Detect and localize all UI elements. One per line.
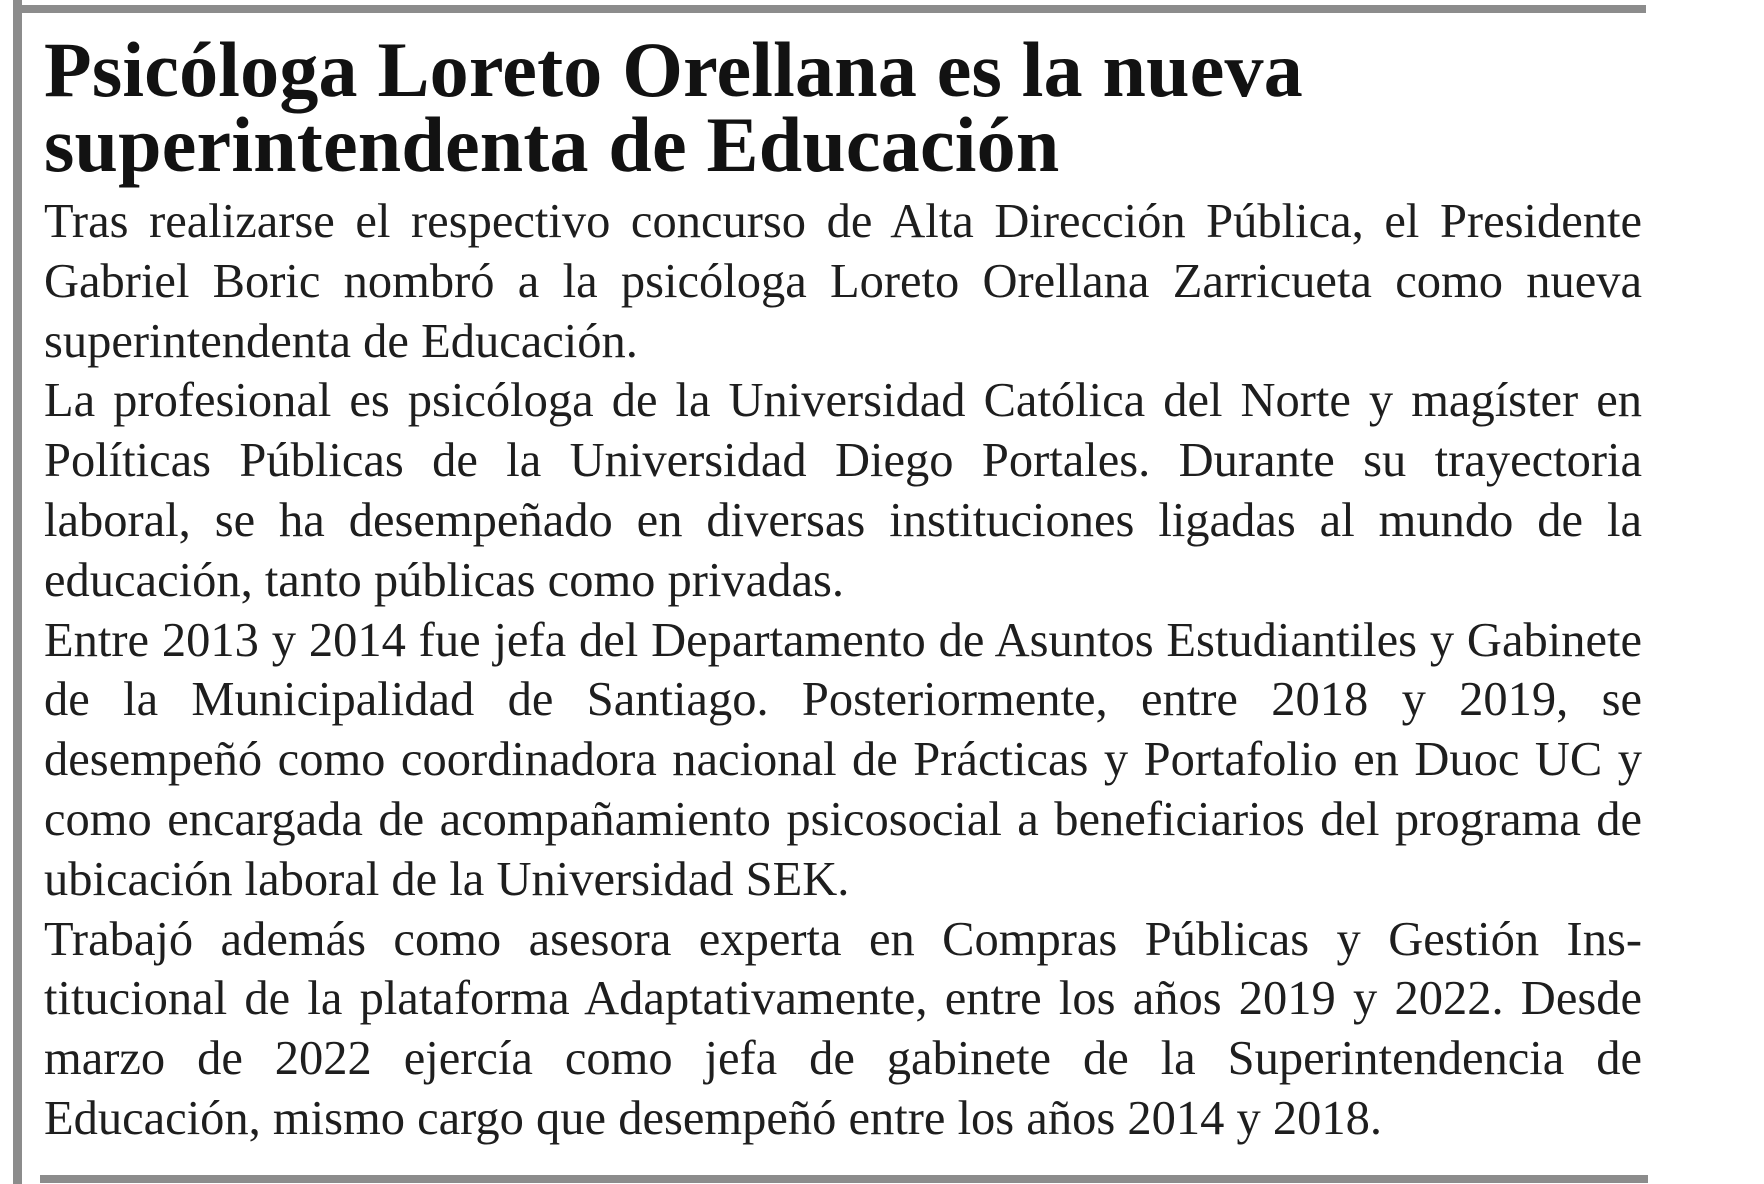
bottom-border-rule (40, 1175, 1648, 1183)
news-article (44, 26, 1642, 1149)
top-border-rule (13, 5, 1646, 13)
article-paragraph: Trabajó además como asesora experta en Compras Públicas y Gestión Institucional de la plataforma Adaptativamente, entre los años 2019 y 2022. Desde marzo de 2022 ejercía como jefa de gabinete de la Superintendencia de Educación, mismo cargo que desempeñó entre los años 2014 y 2018. (44, 912, 1642, 1145)
article-paragraph: Entre 2013 y 2014 fue jefa del Departamento de Asuntos Estudiantiles y Gabinete de la Municipalidad de Santiago. Posteriormente, entre 2018 y 2019, se desempeñó como coordinadora nacional de Prácticas y Portafolio en Duoc UC y como encargada de acompañamiento psicosocial a beneficiarios del programa de ubicación laboral de la Universidad SEK. (44, 613, 1642, 906)
article-paragraph: Tras realizarse el respectivo concurso de Alta Dirección Pública, el Presidente Gabriel Boric nombró a la psicóloga Loreto Orellana Zarricueta como nueva superintendenta de Educación. (44, 195, 1642, 368)
left-border-rule (13, 0, 22, 1184)
article-body (44, 192, 1642, 1149)
article-paragraph: La profesional es psicóloga de la Universidad Católica del Norte y magíster en Políticas Públicas de la Universidad Diego Portales. Durante su trayectoria laboral, se ha desempeñado en diversas instituciones ligadas al mundo de la educación, tanto públicas como privadas. (44, 374, 1642, 607)
article-headline: Psicóloga Loreto Orellana es la nueva superintendenta de Educación (44, 26, 1303, 188)
